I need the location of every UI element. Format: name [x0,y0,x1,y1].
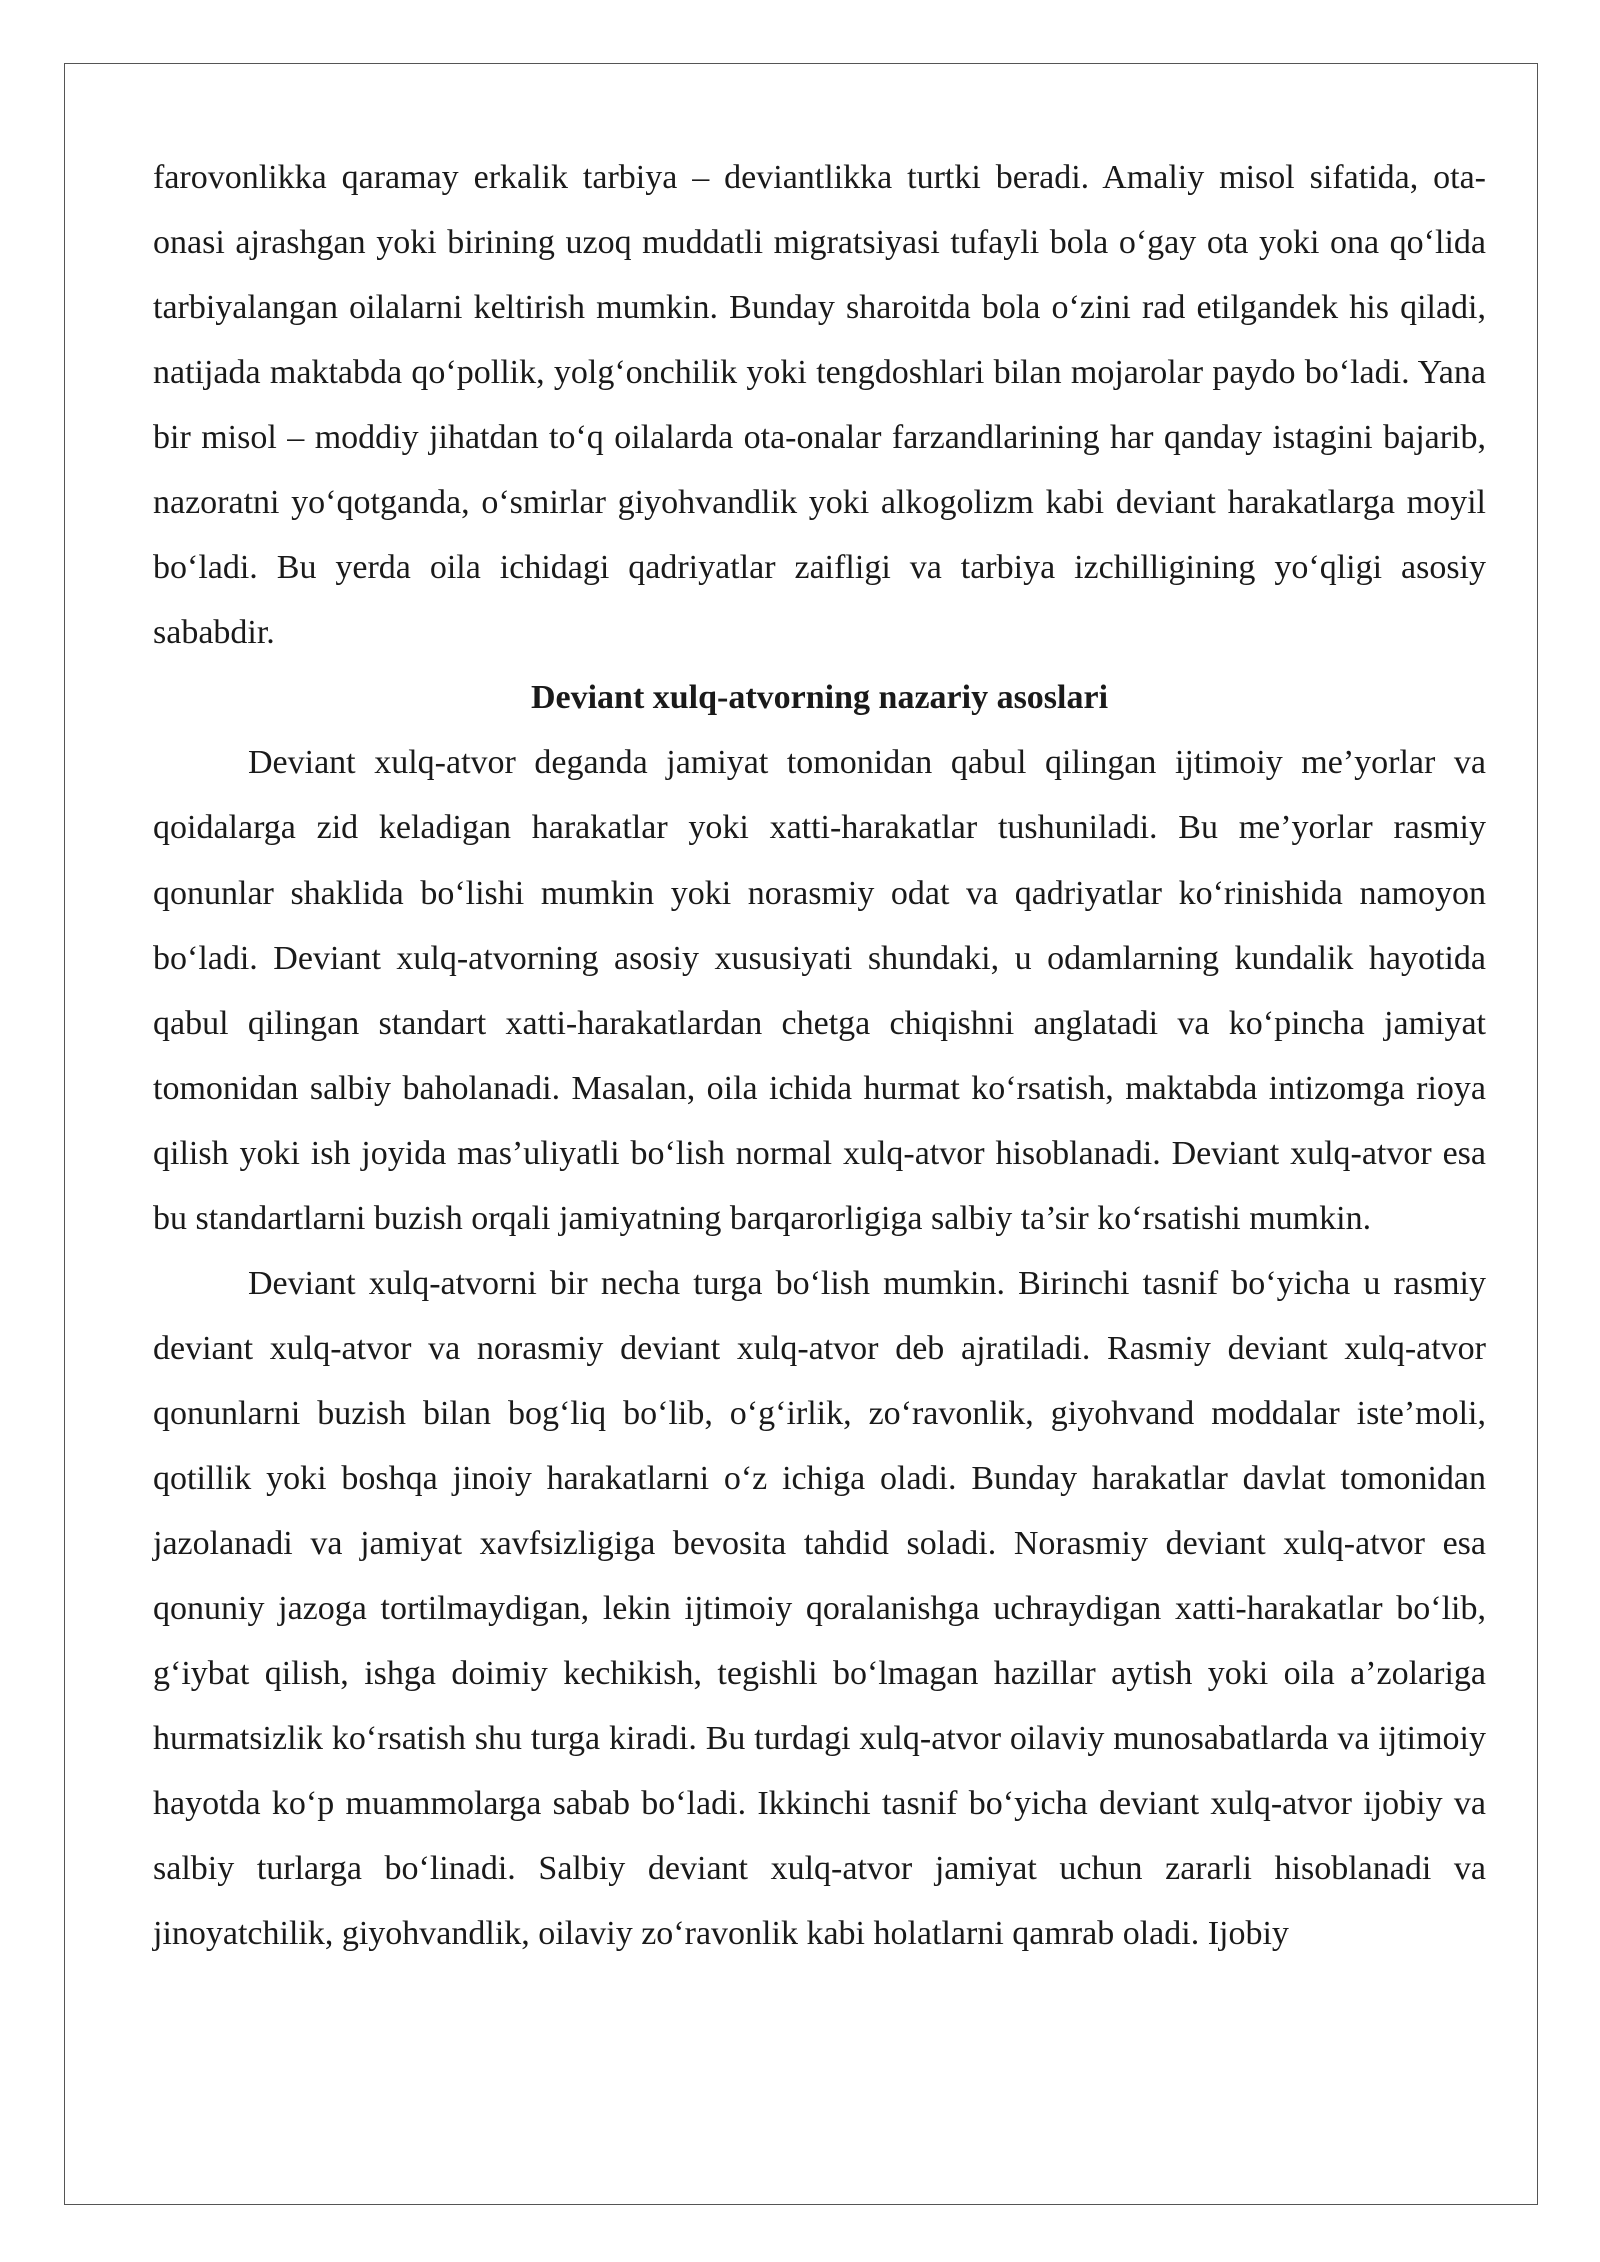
section-heading: Deviant xulq-atvorning nazariy asoslari [530,679,1109,717]
paragraph-definition: Deviant xulq-atvor deganda jamiyat tomonidan qabul qilingan ijtimoiy me’yorlar va qoidalarga zid keladigan harakatlar yoki xatti-harakatlar tushuniladi. Bu me’yorlar rasmiy qonunlar shaklida bo‘lishi mumkin yoki norasmiy odat va qadriyatlar ko‘rinishida namoyon bo‘ladi. Deviant xulq-atvorning asosiy xususiyati shundaki, u odamlarning kundalik hayotida qabul qilingan standart xatti-harakatlardan chetga chiqishni anglatadi va ko‘pincha jamiyat tomonidan salbiy baholanadi. Masalan, oila ichida hurmat ko‘rsatish, maktabda intizomga rioya qilish yoki ish joyida mas’uliyatli bo‘lish normal xulq-atvor hisoblanadi. Deviant xulq-atvor esa bu standartlarni buzish orqali jamiyatning barqarorligiga salbiy ta’sir ko‘rsatishi mumkin. [153,744,1486,1237]
document-body [153,145,1486,1966]
paragraph-classification: Deviant xulq-atvorni bir necha turga bo‘lish mumkin. Birinchi tasnif bo‘yicha u rasmiy deviant xulq-atvor va norasmiy deviant xulq-atvor deb ajratiladi. Rasmiy deviant xulq-atvor qonunlarni buzish bilan bog‘liq bo‘lib, o‘g‘irlik, zo‘ravonlik, giyohvand moddalar iste’moli, qotillik yoki boshqa jinoiy harakatlarni o‘z ichiga oladi. Bunday harakatlar davlat tomonidan jazolanadi va jamiyat xavfsizligiga bevosita tahdid soladi. Norasmiy deviant xulq-atvor esa qonuniy jazoga tortilmaydigan, lekin ijtimoiy qoralanishga uchraydigan xatti-harakatlar bo‘lib, g‘iybat qilish, ishga doimiy kechikish, tegishli bo‘lmagan hazillar aytish yoki oila a’zolariga hurmatsizlik ko‘rsatish shu turga kiradi. Bu turdagi xulq-atvor oilaviy munosabatlarda va ijtimoiy hayotda ko‘p muammolarga sabab bo‘ladi. Ikkinchi tasnif bo‘yicha deviant xulq-atvor ijobiy va salbiy turlarga bo‘linadi. Salbiy deviant xulq-atvor jamiyat uchun zararli hisoblanadi va jinoyatchilik, giyohvandlik, oilaviy zo‘ravonlik kabi holatlarni qamrab oladi. Ijobiy [153,1264,1486,1953]
paragraph-continued: farovonlikka qaramay erkalik tarbiya – deviantlikka turtki beradi. Amaliy misol sifatida, ota-onasi ajrashgan yoki birining uzoq muddatli migratsiyasi tufayli bola o‘gay ota yoki ona qo‘lida tarbiyalangan oilalarni keltirish mumkin. Bunday sharoitda bola o‘zini rad etilgandek his qiladi, natijada maktabda qo‘pollik, yolg‘onchilik yoki tengdoshlari bilan mojarolar paydo bo‘ladi. Yana bir misol – moddiy jihatdan to‘q oilalarda ota-onalar farzandlarining har qanday istagini bajarib, nazoratni yo‘qotganda, o‘smirlar giyohvandlik yoki alkogolizm kabi deviant harakatlarga moyil bo‘ladi. Bu yerda oila ichidagi qadriyatlar zaifligi va tarbiya izchilligining yo‘qligi asosiy sababdir. [153,159,1486,652]
